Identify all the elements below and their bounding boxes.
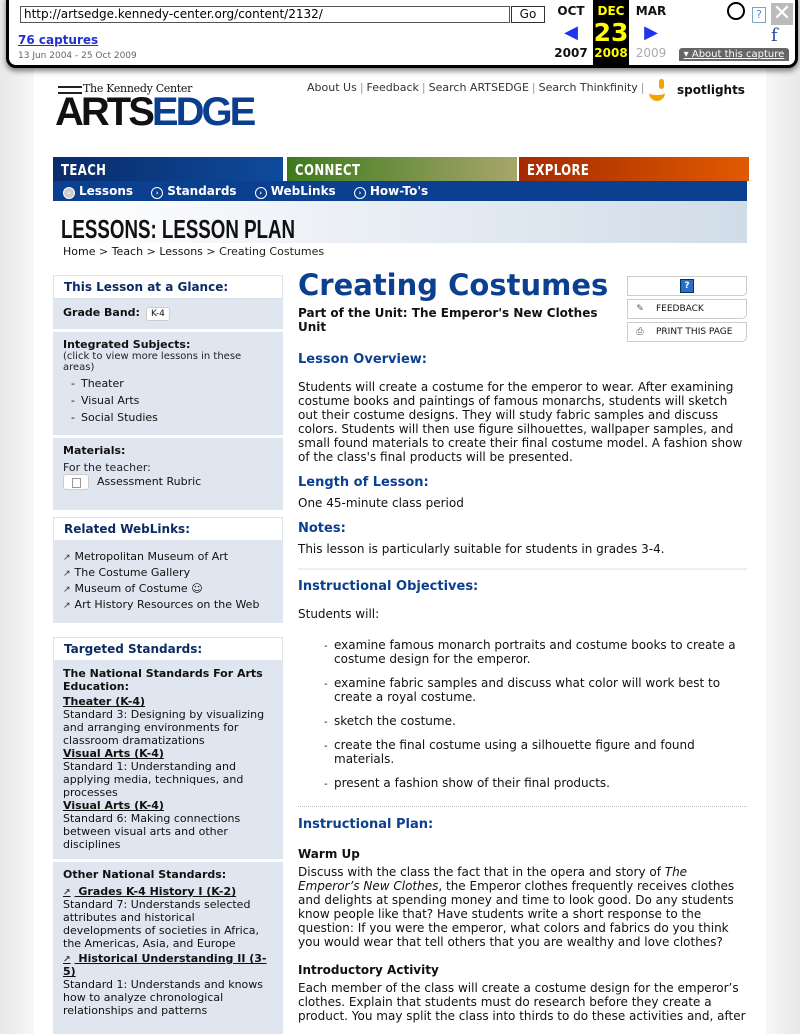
captures-link[interactable]: 76 captures	[18, 33, 99, 47]
feedback-button[interactable]: ✎ FEEDBACK	[627, 299, 747, 319]
search-thinkfinity-link[interactable]: Search Thinkfinity	[538, 81, 638, 94]
tab-teach[interactable]: TEACH	[53, 157, 283, 181]
standard-text: Standard 1: Understands and knows how to analyze chronological relationships and patterns	[63, 978, 263, 1017]
overview-heading: Lesson Overview:	[298, 352, 427, 367]
spotlights-label: spotlights	[677, 83, 745, 97]
breadcrumb-home[interactable]: Home	[63, 245, 96, 258]
sub-nav	[53, 181, 747, 201]
standard-text: Standard 3: Designing by visualizing and arranging environments for classroom dramatizations	[63, 708, 265, 747]
capture-range: 13 Jun 2004 - 25 Oct 2009	[18, 51, 137, 61]
logo-wordmark	[55, 90, 253, 134]
intro-activity-heading: Introductory Activity	[298, 963, 439, 977]
help-button[interactable]	[627, 276, 747, 296]
divider-dotted	[298, 806, 747, 807]
spotlights-icon	[647, 79, 669, 101]
bullet-icon: ›	[354, 187, 366, 199]
tab-connect[interactable]: CONNECT	[285, 157, 517, 181]
subjects-note: (click to view more lessons in these areas)	[63, 351, 242, 373]
current-capture	[593, 0, 629, 65]
unit-label: Part of the Unit:	[298, 306, 408, 320]
bullet-icon: ›	[63, 187, 75, 199]
standards-panel	[53, 637, 283, 1034]
subjects-label: Integrated Subjects:	[63, 338, 191, 351]
go-button[interactable]: Go	[511, 6, 545, 23]
divider	[298, 568, 747, 570]
next-year: 2009	[635, 46, 667, 60]
objective-item: - present a fashion show of their final products.	[324, 776, 610, 790]
warmup-heading: Warm Up	[298, 847, 360, 861]
current-month: DEC	[597, 4, 625, 18]
subnav-standards[interactable]: › Standards	[151, 181, 236, 201]
next-arrow-icon[interactable]: ▶	[644, 22, 658, 43]
other-standard-link[interactable]: Grades K-4 History I (K-2)	[78, 885, 237, 898]
top-links: About Us | Feedback | Search ARTSEDGE | Search Thinkfinity |	[307, 81, 645, 94]
lesson-title: Creating Costumes	[298, 268, 609, 302]
weblink-costume-gallery[interactable]: The Costume Gallery	[74, 566, 191, 579]
grade-badge: K-4	[146, 307, 170, 321]
spotlights-link[interactable]	[647, 79, 745, 101]
subnav-lessons[interactable]: › Lessons	[63, 181, 133, 201]
notes-heading: Notes:	[298, 521, 346, 536]
breadcrumb-teach[interactable]: Teach	[111, 245, 144, 258]
materials-label: Materials:	[63, 444, 126, 457]
plan-heading: Instructional Plan:	[298, 817, 434, 832]
breadcrumb-lessons[interactable]: Lessons	[159, 245, 203, 258]
facebook-icon[interactable]: f	[771, 25, 778, 46]
glance-title: This Lesson at a Glance:	[53, 275, 283, 299]
weblink-art-history[interactable]: Art History Resources on the Web	[74, 598, 260, 611]
help-icon: ?	[680, 279, 694, 293]
about-capture-button[interactable]: ▾ About this capture	[679, 48, 789, 61]
tab-explore[interactable]: EXPLORE	[517, 157, 749, 181]
smiley-icon: ☺	[191, 582, 203, 595]
print-button[interactable]: ⎙ PRINT THIS PAGE	[627, 322, 747, 342]
standard-text: Standard 7: Understands selected attributes and historical developments of societies in Africa, the Americas, Asia, and Europe	[63, 898, 259, 950]
weblink-met[interactable]: Metropolitan Museum of Art	[74, 550, 229, 563]
about-us-link[interactable]: About Us	[307, 81, 357, 94]
page-title: LESSONS: LESSON PLAN	[61, 214, 296, 244]
subject-social-studies-link[interactable]: Social Studies	[80, 411, 158, 424]
objective-item: - examine famous monarch portraits and costume books to create a costume design for the emperor.	[324, 638, 736, 666]
intro-activity-text: Each member of the class will create a costume design for the emperor’s clothes. Explain that students must do research before they create a product. You may split the class into thirds to do these activities and, after	[298, 981, 746, 1023]
external-link-icon: ↗	[63, 601, 71, 611]
next-month: MAR	[635, 4, 667, 18]
prev-month: OCT	[557, 4, 585, 18]
printer-icon: ⎙	[636, 327, 644, 337]
objective-item: - sketch the costume.	[324, 714, 456, 728]
external-link-icon: ↗	[63, 569, 71, 579]
materials-for: For the teacher:	[63, 461, 151, 474]
breadcrumb: Home > Teach > Lessons > Creating Costumes	[63, 245, 325, 258]
unit-info	[298, 306, 608, 334]
weblinks-title: Related WebLinks:	[53, 517, 283, 541]
current-year: 2008	[594, 46, 628, 60]
standard-text: Standard 1: Understanding and applying media, techniques, and processes	[63, 760, 244, 799]
objectives-intro: Students will:	[298, 607, 380, 621]
objective-item: - create the final costume using a silhouette figure and found materials.	[324, 738, 695, 766]
standards-title: Targeted Standards:	[53, 637, 283, 661]
wayback-toolbar	[6, 0, 798, 68]
national-standards-title: The National Standards For Arts Education:	[63, 667, 263, 693]
external-link-icon: ↗	[63, 888, 71, 898]
artsedge-logo[interactable]	[55, 82, 255, 134]
url-input[interactable]: http://artsedge.kennedy-center.org/content/2132/	[20, 6, 510, 23]
feedback-link[interactable]: Feedback	[366, 81, 419, 94]
other-standards-title: Other National Standards:	[63, 868, 227, 881]
breadcrumb-current: Creating Costumes	[219, 245, 325, 258]
loading-circle-icon	[727, 2, 745, 20]
prev-capture[interactable]	[549, 0, 593, 60]
search-artsedge-link[interactable]: Search ARTSEDGE	[428, 81, 529, 94]
bullet-icon: ›	[255, 187, 267, 199]
weblink-museum-of-costume[interactable]: Museum of Costume	[74, 582, 188, 595]
document-icon	[63, 474, 89, 490]
subject-visual-arts-link[interactable]: Visual Arts	[80, 394, 140, 407]
close-icon[interactable]: ✕	[772, 1, 792, 26]
objectives-heading: Instructional Objectives:	[298, 579, 479, 594]
other-standard-link[interactable]: Historical Understanding II (3-5)	[63, 952, 267, 978]
unit-link[interactable]: The Emperor's New Clothes Unit	[298, 306, 598, 334]
standard-visual-arts-link[interactable]: Visual Arts (K-4)	[63, 747, 164, 760]
weblinks-panel	[53, 517, 283, 645]
external-link-icon: ↗	[63, 955, 71, 965]
subnav-howtos[interactable]: › How-To's	[354, 181, 428, 201]
subnav-weblinks[interactable]: › WebLinks	[255, 181, 336, 201]
notes-text: This lesson is particularly suitable for students in grades 3-4.	[298, 542, 665, 556]
length-text: One 45-minute class period	[298, 496, 464, 510]
help-icon[interactable]: ?	[752, 7, 766, 23]
assessment-rubric-link[interactable]: Assessment Rubric	[97, 475, 202, 488]
logo-kennedy-text: The Kennedy Center	[83, 82, 193, 95]
logo-edge: EDGE	[151, 90, 254, 134]
external-link-icon: ↗	[63, 553, 71, 563]
pencil-icon: ✎	[636, 304, 644, 314]
overview-text: Students will create a costume for the emperor to wear. After examining costume books and paintings of famous monarchs, students will sketch out their costume designs. They will study fabric samples and discuss colors. Students will then use figure silhouettes, wallpaper samples, and small found materials to create their final costume model. A fashion show of the class's final products will be presented.	[298, 380, 743, 464]
prev-year: 2007	[554, 46, 588, 60]
warmup-text: Discuss with the class the fact that in the opera and story of The Emperor’s New Clothes, the Emperor clothes frequently receives clothes and delights at spending money and time to look good. Do any students know people like that? Have students write a short response to the question: If you were the emperor, what colors and fabrics do you think you would wear that tell others that you are wealthy and love clothes?	[298, 865, 735, 949]
objective-item: - examine fabric samples and discuss what color will work best to create a royal costume.	[324, 676, 721, 704]
grade-label: Grade Band:	[63, 306, 140, 319]
current-day: 23	[593, 18, 629, 47]
external-link-icon: ↗	[63, 585, 71, 595]
next-capture[interactable]	[629, 0, 673, 60]
main-nav	[53, 157, 747, 181]
standard-theater-link[interactable]: Theater (K-4)	[63, 695, 146, 708]
glance-panel: This Lesson at a Glance: Grade Band: K-4 Integrated Subjects: (click to view more lessons in these areas) - Theater - Visual Arts - Social Studies Materials: For the teacher: Assessment Rubric	[53, 275, 283, 510]
standard-text: Standard 6: Making connections between visual arts and other disciplines	[63, 812, 241, 851]
prev-arrow-icon[interactable]: ◀	[564, 22, 578, 43]
length-heading: Length of Lesson:	[298, 475, 429, 490]
logo-arts: ARTS	[55, 90, 152, 134]
subject-theater-link[interactable]: Theater	[80, 377, 124, 390]
bullet-icon: ›	[151, 187, 163, 199]
standard-visual-arts-link[interactable]: Visual Arts (K-4)	[63, 799, 164, 812]
